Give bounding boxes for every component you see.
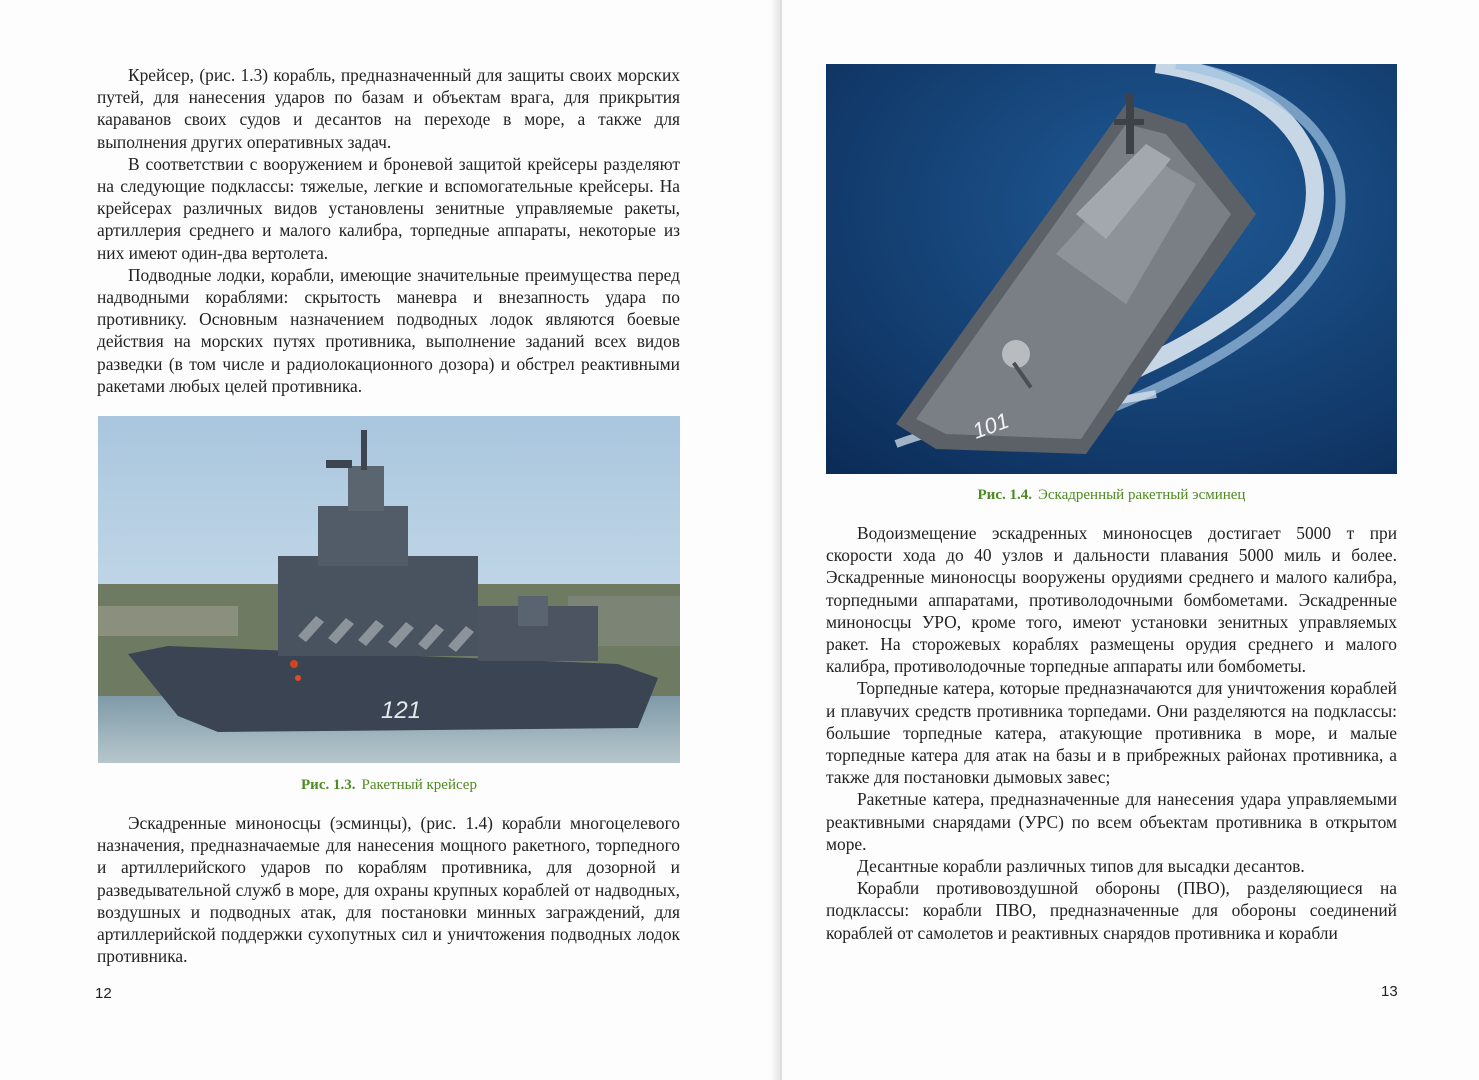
page-number-left: 12 xyxy=(95,985,112,1002)
left-bottom-text xyxy=(97,812,680,967)
paragraph-cruiser-subclasses: В соответствии с вооружением и броневой защитой крейсеры разделяют на следующие подклассы: тяжелые, легкие и вспомогательные крейсеры. На крейсерах различных видов установлены зенитные управляемые ракеты, артиллерия среднего и малого калибра, торпедные аппараты, некоторые из них имеют один-два вертолета. xyxy=(97,153,680,263)
paragraph-displacement: Водоизмещение эскадренных миноносцев достигает 5000 т при скорости хода до 40 узлов и дальности плавания 5000 миль и более. Эскадренные миноносцы вооружены орудиями среднего и малого калибра, торпедными аппаратами, противолодочными бомбометами. Эскадренные миноносцы УРО, кроме того, имеют установки зенитных управляемых ракет. На сторожевых кораблях размещены орудия среднего и малого калибра, противолодочные торпедные аппараты или бомбометы. xyxy=(826,523,1397,677)
page-number-right: 13 xyxy=(1381,983,1398,1000)
figure-missile-cruiser xyxy=(98,416,680,763)
paragraph-cruiser: Крейсер, (рис. 1.3) корабль, предназначенный для защиты своих морских путей, для нанесения ударов по базам и объектам врага, для прикрытия караванов своих судов и десантов на переходе в море, а также для выполнения других оперативных задач. xyxy=(97,65,680,152)
missile-cruiser-photo xyxy=(98,416,680,763)
paragraph-missile-boats: Ракетные катера, предназначенные для нанесения удара управляемыми реактивными снарядами (УРС) по всем объектам противника в открытом море. xyxy=(826,789,1397,854)
left-top-text xyxy=(97,64,680,397)
caption-number: Рис. 1.4. xyxy=(977,487,1032,503)
destroyer-hull-number: 101 xyxy=(969,407,1013,444)
caption-text: Эскадренный ракетный эсминец xyxy=(1037,487,1246,503)
paragraph-landing-ships: Десантные корабли различных типов для высадки десантов. xyxy=(857,856,1305,877)
caption-fig-1-4 xyxy=(826,487,1397,504)
cruiser-hull-number: 121 xyxy=(381,697,422,724)
right-text xyxy=(826,522,1397,944)
caption-text: Ракетный крейсер xyxy=(361,777,477,793)
caption-number: Рис. 1.3. xyxy=(301,777,356,793)
paragraph-destroyers: Эскадренные миноносцы (эсминцы), (рис. 1.4) корабли многоцелевого назначения, предназначаемые для нанесения мощного ракетного, торпедного и артиллерийского ударов по кораблям противника, для дозорной и разведывательной служб в море, для охраны крупных кораблей от надводных, воздушных и подводных атак, для постановки минных заграждений, для артиллерийской поддержки сухопутных сил и уничтожения подводных лодок противника. xyxy=(97,813,680,967)
figure-destroyer xyxy=(826,64,1397,474)
caption-fig-1-3 xyxy=(98,777,680,794)
paragraph-submarines: Подводные лодки, корабли, имеющие значительные преимущества перед надводными кораблями: скрытость маневра и внезапность удара по противнику. Основным назначением подводных лодок являются боевые действия на морских путях противника, выполнение заданий всех видов разведки (в том числе и радиолокационного дозора) и обстрел реактивными ракетами любых целей противника. xyxy=(97,264,680,396)
destroyer-photo xyxy=(826,64,1397,474)
paragraph-air-defense: Корабли противовоздушной обороны (ПВО), разделяющиеся на подклассы: корабли ПВО, предназначенные для обороны соединений кораблей от самолетов и реактивных снарядов противника и корабли xyxy=(826,878,1397,943)
paragraph-torpedo-boats: Торпедные катера, которые предназначаются для уничтожения кораблей и плавучих средств противника торпедами. Они разделяются на подклассы: большие торпедные катера, атакующие противника в море, и малые торпедные катера для атак на базы и в прибрежных районах противника, а также для постановки дымовых завес; xyxy=(826,678,1397,788)
